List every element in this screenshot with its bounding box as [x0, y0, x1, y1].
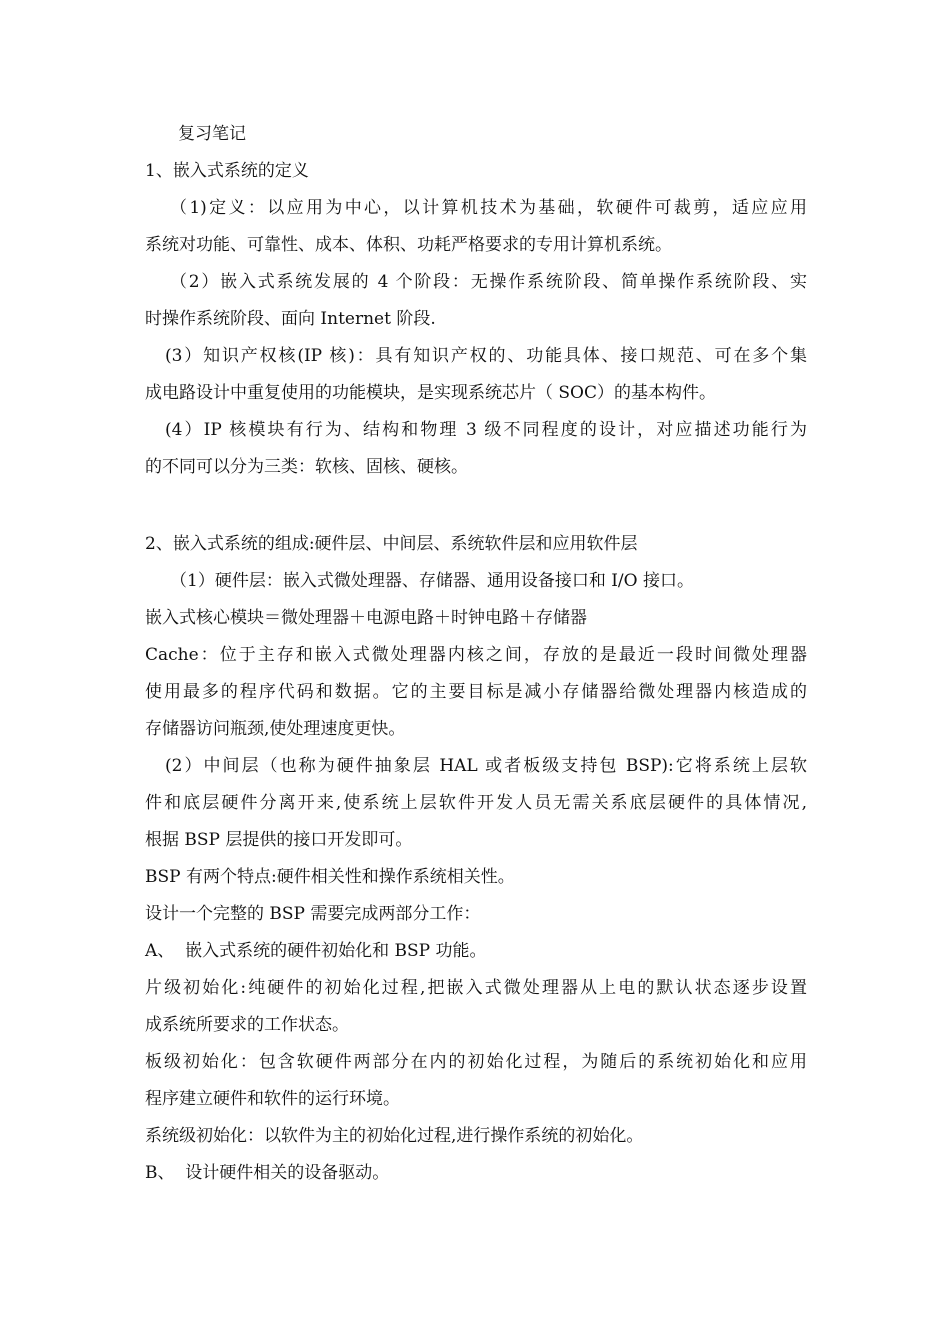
section-2-heading: 2、嵌入式系统的组成:硬件层、中间层、系统软件层和应用软件层 [145, 534, 638, 554]
section-1-heading: 1、嵌入式系统的定义 [145, 161, 309, 181]
paragraph-line: 嵌入式核心模块＝微处理器＋电源电路＋时钟电路＋存储器 [145, 608, 587, 628]
paragraph-line: 成系统所要求的工作状态。 [145, 1015, 349, 1035]
paragraph-line: Cache：位于主存和嵌入式微处理器内核之间，存放的是最近一段时间微处理器 [145, 645, 807, 665]
paragraph-line: 存储器访问瓶颈,使处理速度更快。 [145, 719, 406, 739]
paragraph-line: 时操作系统阶段、面向 Internet 阶段. [145, 309, 436, 329]
paragraph-line: (4）IP 核模块有行为、结构和物理 3 级不同程度的设计，对应描述功能行为 [165, 420, 807, 440]
paragraph-line: 设计一个完整的 BSP 需要完成两部分工作： [145, 904, 481, 924]
paragraph-line: (3）知识产权核(IP 核)：具有知识产权的、功能具体、接口规范、可在多个集 [165, 346, 807, 366]
list-item-a: A、 嵌入式系统的硬件初始化和 BSP 功能。 [145, 941, 487, 961]
paragraph-line: 件和底层硬件分离开来,使系统上层软件开发人员无需关系底层硬件的具体情况, [145, 793, 807, 813]
paragraph-line: （2）嵌入式系统发展的 4 个阶段：无操作系统阶段、简单操作系统阶段、实 [170, 272, 807, 292]
paragraph-line: 系统对功能、可靠性、成本、体积、功耗严格要求的专用计算机系统。 [145, 235, 672, 255]
document-title: 复习笔记 [178, 124, 246, 144]
paragraph-line: 使用最多的程序代码和数据。它的主要目标是减小存储器给微处理器内核造成的 [145, 682, 807, 702]
paragraph-line: 片级初始化:纯硬件的初始化过程,把嵌入式微处理器从上电的默认状态逐步设置 [145, 978, 807, 998]
paragraph-line: 成电路设计中重复使用的功能模块，是实现系统芯片（ SOC）的基本构件。 [145, 383, 716, 403]
paragraph-line: 根据 BSP 层提供的接口开发即可。 [145, 830, 413, 850]
paragraph-line: （1）硬件层：嵌入式微处理器、存储器、通用设备接口和 I/O 接口。 [170, 571, 695, 591]
paragraph-line: 系统级初始化：以软件为主的初始化过程,进行操作系统的初始化。 [145, 1126, 644, 1146]
paragraph-line: 的不同可以分为三类：软核、固核、硬核。 [145, 457, 468, 477]
list-item-b: B、 设计硬件相关的设备驱动。 [145, 1163, 390, 1183]
paragraph-line: BSP 有两个特点:硬件相关性和操作系统相关性。 [145, 867, 515, 887]
paragraph-line: 板级初始化：包含软硬件两部分在内的初始化过程，为随后的系统初始化和应用 [145, 1052, 807, 1072]
paragraph-line: (2）中间层（也称为硬件抽象层 HAL 或者板级支持包 BSP):它将系统上层软 [165, 756, 807, 776]
paragraph-line: （1)定义：以应用为中心，以计算机技术为基础，软硬件可裁剪，适应应用 [170, 198, 807, 218]
paragraph-line: 程序建立硬件和软件的运行环境。 [145, 1089, 400, 1109]
